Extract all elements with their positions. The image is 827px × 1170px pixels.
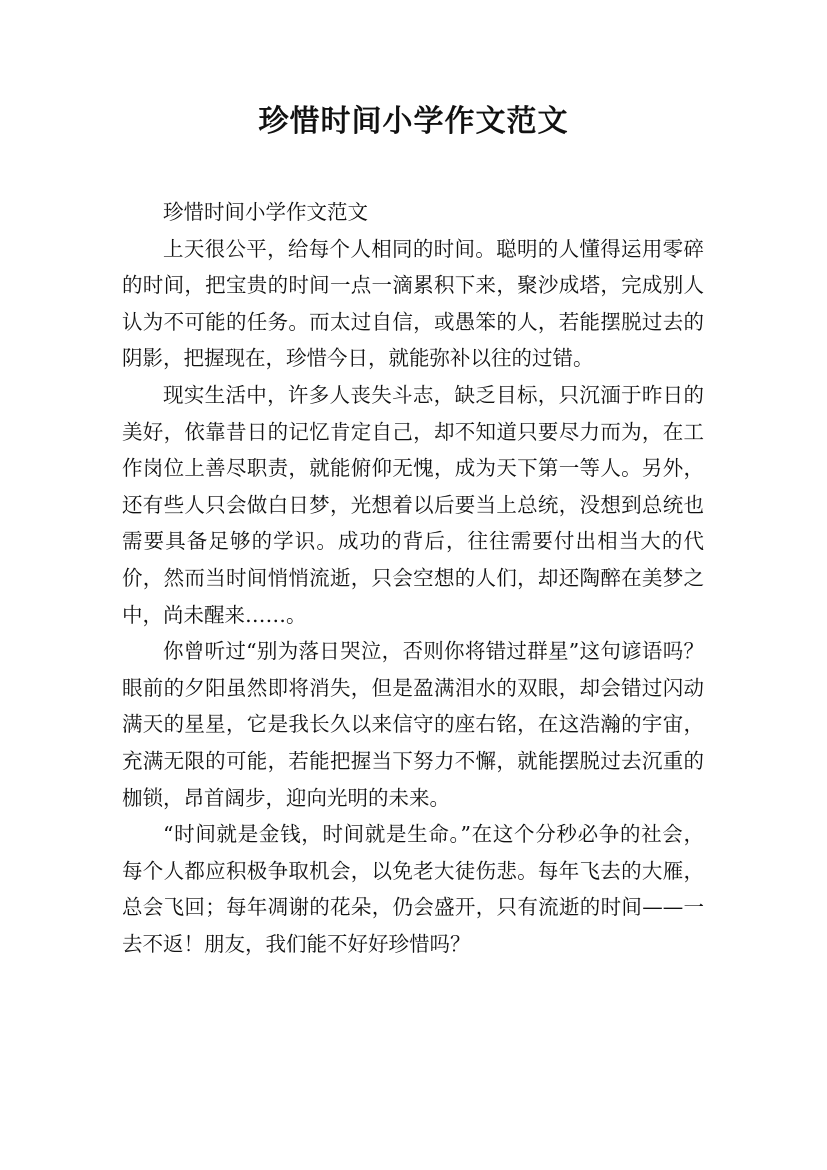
document-title: 珍惜时间小学作文范文 (258, 104, 569, 139)
paragraph-4: “时间就是金钱，时间就是生命。”在这个分秒必争的社会，每个人都应积极争取机会，以免老大徒伤悲。每年飞去的大雁，总会飞回；每年凋谢的花朵，仍会盛开，只有流逝的时间——一去不返！朋友，我们能不好好珍惜吗？ (122, 822, 704, 956)
document-body (122, 194, 704, 962)
paragraph-2: 现实生活中，许多人丧失斗志，缺乏目标，只沉湎于昨日的美好，依靠昔日的记忆肯定自己，却不知道只要尽力而为，在工作岗位上善尽职责，就能俯仰无愧，成为天下第一等人。另外，还有些人只会做白日梦，光想着以后要当上总统，没想到总统也需要具备足够的学识。成功的背后，往往需要付出相当大的代价，然而当时间悄悄流逝，只会空想的人们，却还陶醉在美梦之中，尚未醒来……。 (122, 382, 704, 627)
body-subtitle: 珍惜时间小学作文范文 (163, 200, 368, 224)
paragraph-1: 上天很公平，给每个人相同的时间。聪明的人懂得运用零碎的时间，把宝贵的时间一点一滴累积下来，聚沙成塔，完成别人认为不可能的任务。而太过自信，或愚笨的人，若能摆脱过去的阴影，把握现在，珍惜今日，就能弥补以往的过错。 (122, 236, 704, 371)
paragraph-3: 你曾听过“别为落日哭泣，否则你将错过群星”这句谚语吗？眼前的夕阳虽然即将消失，但是盈满泪水的双眼，却会错过闪动满天的星星，它是我长久以来信守的座右铭，在这浩瀚的宇宙，充满无限的可能，若能把握当下努力不懈，就能摆脱过去沉重的枷锁，昂首阔步，迎向光明的未来。 (122, 639, 704, 810)
